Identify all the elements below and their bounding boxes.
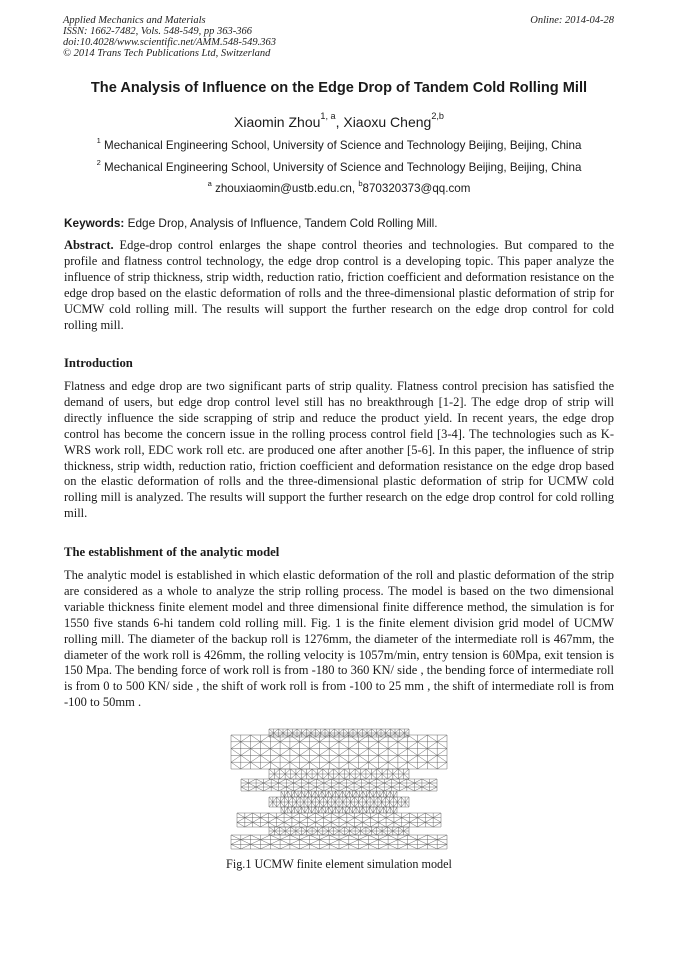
online-date: Online: 2014-04-28 [530, 15, 614, 26]
affiliation-1-num: 1 [96, 136, 101, 146]
affiliation-1 [0, 136, 678, 152]
journal-header [63, 15, 276, 59]
lower-intermediate-roll-mesh [237, 813, 441, 827]
affiliation-2-text: Mechanical Engineering School, University of Science and Technology Beijing, Beijing, China [104, 161, 582, 174]
email-b: 870320373@qq.com [362, 182, 471, 195]
introduction-heading: Introduction [64, 356, 133, 370]
strip-mesh [269, 797, 409, 807]
lower-backup-roll-mesh [231, 835, 447, 849]
upper-work-roll-mesh [281, 791, 397, 797]
email-line [0, 179, 678, 195]
keywords [64, 216, 438, 230]
fe-mesh-rolls [231, 729, 447, 849]
upper-backup-roll-mesh [231, 735, 447, 769]
keywords-text: Edge Drop, Analysis of Influence, Tandem Cold Rolling Mill. [124, 216, 438, 230]
author-2-sup: 2,b [431, 110, 444, 121]
abstract [64, 238, 614, 333]
doi-line: doi:10.4028/www.scientific.net/AMM.548-549.363 [63, 37, 276, 48]
abstract-label: Abstract. [64, 238, 114, 252]
email-b-sup: b [358, 179, 363, 189]
lower-intermediate-neck-mesh [269, 827, 409, 835]
upper-intermediate-roll-mesh [241, 779, 437, 791]
affiliation-2-num: 2 [96, 158, 101, 168]
issn-line: ISSN: 1662-7482, Vols. 548-549, pp 363-366 [63, 26, 252, 37]
affiliation-2 [0, 158, 678, 174]
affiliation-1-text: Mechanical Engineering School, University of Science and Technology Beijing, Beijing, China [104, 139, 582, 152]
copyright-line: © 2014 Trans Tech Publications Ltd, Switzerland [63, 48, 271, 59]
upper-intermediate-neck-mesh [269, 769, 409, 779]
fe-mesh-figure [229, 725, 449, 853]
paper-title: The Analysis of Influence on the Edge Drop of Tandem Cold Rolling Mill [90, 80, 588, 96]
author-1-sup: 1, a [320, 110, 336, 121]
author-line [0, 110, 678, 130]
keywords-label: Keywords: [64, 216, 125, 230]
author-1: Xiaomin Zhou [234, 114, 321, 130]
email-separator: , [351, 182, 359, 195]
introduction-text: Flatness and edge drop are two significant parts of strip quality. Flatness control precision has satisfied the demand of users, but edge drop control level still has no breakthrough [1-2]. The edge drop of strip will directly influence the side scrapping of strip and reduce the product yield. In recent years, the edge drop control has become the concern issue in the rolling process control field [3-4]. The technologies such as K-WRS work roll, EDC work roll etc. are produced one after another [5-6]. In this paper, the influence of strip thickness, strip width, reduction ratio, friction coefficient and deformation resistance on the edge drop based on the elastic deformation of rolls and the three-dimensional plastic deformation of strip for UCMW cold rolling mill is analyzed. The results will support the further research on the edge drop control for cold rolling mill. [64, 379, 614, 521]
model-section-heading: The establishment of the analytic model [64, 545, 280, 559]
model-section-text: The analytic model is established in which elastic deformation of the roll and plastic deformation of the strip are considered as a whole to analyze the strip rolling process. The model is based on the two dimensional variable thickness finite element model and three dimensional finite difference method, the simulation is for 1550 five stands 6-hi tandem cold rolling mill. Fig. 1 is the finite element division grid model of UCMW rolling mill. The diameter of the backup roll is 1276mm, the diameter of the intermediate roll is 467mm, the diameter of the work roll is 426mm, the rolling velocity is 1057m/min, entry tension is 60Mpa, exit tension is 150 Mpa. The bending force of work roll is from -180 to 360 KN/ side , the bending force of intermediate roll is from 0 to 500 KN/ side , the shift of work roll is from -100 to 25 mm , the shift of intermediate roll is from -100 to 50mm . [64, 568, 614, 710]
author-2: Xiaoxu Cheng [343, 114, 432, 130]
email-a: zhouxiaomin@ustb.edu.cn [215, 182, 352, 195]
author-separator: , [335, 114, 344, 130]
abstract-text: Edge-drop control enlarges the shape control theories and technologies. But compared to the profile and flatness control technology, the edge drop control is a developing topic. This paper analyze the influence of strip thickness, strip width, reduction ratio, friction coefficient and deformation resistance on the edge drop based on the elastic deformation of rolls and the three-dimensional plastic deformation of strip for UCMW cold rolling mill. The results will support the further research on the edge drop control for cold rolling mill. [64, 238, 614, 332]
lower-work-roll-mesh [281, 807, 397, 813]
journal-name: Applied Mechanics and Materials [63, 15, 206, 26]
figure-caption: Fig.1 UCMW finite element simulation model [226, 857, 452, 871]
email-a-sup: a [207, 179, 212, 189]
